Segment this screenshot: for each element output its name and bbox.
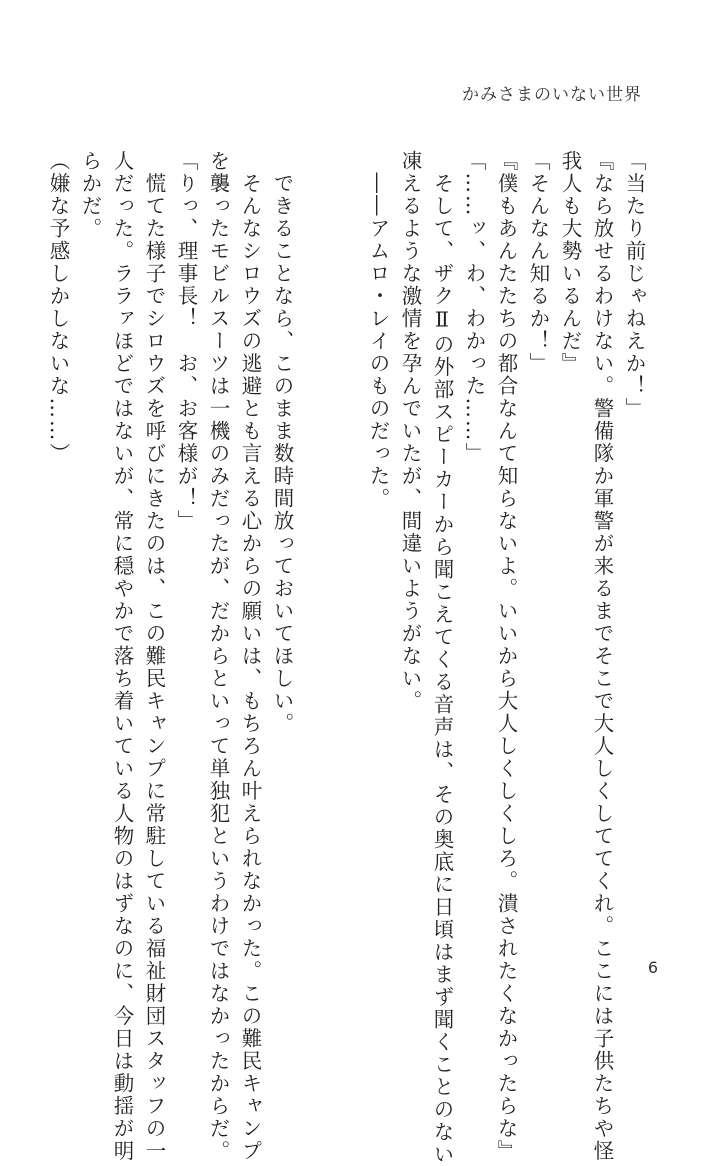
text-line: 『僕もあんたたちの都合なんて知らないよ。いいから大人しくしくしろ。潰されたくなかったらな』 xyxy=(494,150,518,1163)
text-line: 「りっ、理事長！ お、お客様が！」 xyxy=(174,150,198,533)
text-line: できることなら、このまま数時間放っておいてほしい。 xyxy=(270,150,294,735)
text-line: 人だった。ララァほどではないが、常に穏やかで落ち着いている人物のはずなのに、今日は動揺が明 xyxy=(110,150,134,1163)
page-number: 6 xyxy=(647,958,658,977)
text-line: らかだ。 xyxy=(78,150,102,240)
text-line: を襲ったモビルスーツは一機のみだったが、だからといって単独犯というわけではなかったからだ。 xyxy=(206,150,230,1163)
body-text xyxy=(42,150,650,1166)
text-line: そんなシロウズの逃避とも言える心からの願いは、もちろん叶えられなかった。この難民キャンプ xyxy=(238,150,262,1163)
text-line: 慌てた様子でシロウズを呼びにきたのは、この難民キャンプに常駐している福祉財団スタッフの一 xyxy=(142,150,166,1163)
text-line: 凍えるような激情を孕んでいたが、間違いようがない。 xyxy=(398,150,422,713)
text-line: 『なら放せるわけない。警備隊か軍警が来るまでそこで大人しくしててくれ。ここには子供たちや怪 xyxy=(590,150,614,1163)
text-line: ――アムロ・レイのものだった。 xyxy=(366,150,390,510)
blank-line xyxy=(298,150,330,930)
text-line: 我人も大勢いるんだ』 xyxy=(558,150,582,375)
text-line: そして、ザクⅡの外部スピーカーから聞こえてくる音声は、その奥底に日頃はまず聞くことのない xyxy=(430,150,454,1166)
text-line: 「そんなん知るか！」 xyxy=(526,150,550,375)
blank-line xyxy=(330,150,362,930)
text-line: 「……ッ、わ、わかった……」 xyxy=(462,150,486,465)
running-header: かみさまのいない世界 xyxy=(462,85,642,105)
text-line: 「当たり前じゃねえか！」 xyxy=(622,150,646,420)
text-line: （嫌な予感しかしないな……） xyxy=(46,150,70,465)
